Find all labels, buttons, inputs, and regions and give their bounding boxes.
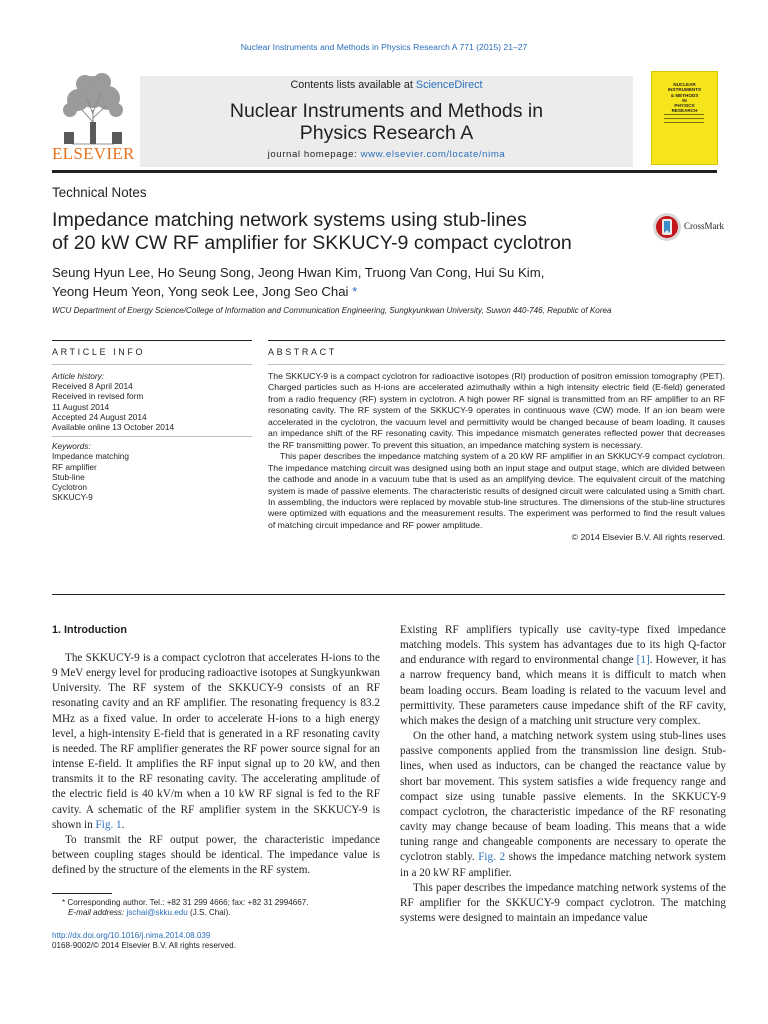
paragraph-text: On the other hand, a matching network system using stub-lines uses passive components applied from the transmission line design. Stub-lines, when used as inductors, can be changed the reactance value by short bar movement. This system satisfies a wide frequency range and compact size using tunable passive elements. In the SKKUCY-9 compact cyclotron, the characteristic impedance of the RF resonating cavity may change because of beam loading. This means that a wide tuning range and changeable components are necessary to operate the cyclotron stably.	[400, 730, 726, 864]
history-label: Article history:	[52, 371, 105, 381]
abstract-sub-rule	[268, 364, 725, 365]
body-paragraph	[400, 729, 726, 881]
paragraph-text: The SKKUCY-9 is a compact cyclotron that accelerates H-ions to the 9 MeV energy level for producing radioactive isotopes at Sungkyunkwan University. The RF system of the SKKUCY-9 consists of an RF resonating cavity and an RF amplifier. The resonating frequency is 83.2 MHz as a fixed value. In order to accelerate H-ions to a high energy level, a high-intensity E-field that is generated in a RF resonating cavity is needed. The RF amplifier generates the RF power source signal for an intense E-field. It amplifies the RF input signal up to 20 kW, and then transmits it to the RF resonating cavity. The accelerating amplitude of the electric field is 40 kV/m when a 10 kW RF signal is fed to the RF cavity. A schematic of the RF amplifier system in the SKKUCY-9 is shown in	[52, 652, 380, 831]
journal-homepage	[140, 149, 633, 160]
abstract-heading: ABSTRACT	[268, 347, 337, 357]
doi-link[interactable]: http://dx.doi.org/10.1016/j.nima.2014.08.039	[52, 931, 211, 940]
sciencedirect-link[interactable]: ScienceDirect	[415, 79, 483, 91]
abstract-paragraph-1: The SKKUCY-9 is a compact cyclotron for radioactive isotopes (RI) production of positron emission tomography (PET). Charged particles such as H-ions are accelerated azimuthally within a high intensity electric field (E-field) generated from a radio frequency (RF) system in cyclotron. A high power RF signal is transmitted from an RF amplifier to an RF resonating cavity. The RF system of the SKKUCY-9 operates in continuous wave (CW) mode. If an ion beam were accelerated in the cyclotron, the vacuum level and permittivity would be changed because of beam loading. It causes an impedance shift of the RF resonating cavity. This impedance mismatch generates reflected power that decreases the RF transmitting power. To prevent this situation, an impedance matching system is necessary.	[268, 371, 725, 450]
history-item: Available online 13 October 2014	[52, 422, 175, 433]
footnote-rule	[52, 893, 112, 894]
journal-name-line2: Physics Research A	[299, 122, 474, 144]
journal-cover[interactable]	[651, 71, 718, 165]
crossmark-label: CrossMark	[684, 221, 724, 231]
title-line1: Impedance matching network systems using stub-lines	[52, 209, 527, 231]
footnote-line	[62, 898, 392, 908]
homepage-prefix: journal homepage:	[267, 149, 361, 160]
crossmark-badge[interactable]	[652, 210, 724, 244]
keyword-item: RF amplifier	[52, 461, 97, 472]
journal-name-line1: Nuclear Instruments and Methods in	[229, 100, 544, 122]
doi-block	[52, 931, 382, 952]
elsevier-tree-icon	[52, 70, 134, 146]
abstract-body	[268, 371, 725, 544]
paragraph-text: Existing RF amplifiers typically use cavity-type fixed impedance matching models. This system has advantages due to its high Q-factor and endurance with regard to environmental change	[400, 624, 726, 667]
body-paragraph	[52, 651, 380, 833]
body-left-column	[52, 651, 380, 878]
history-item: Received in revised form	[52, 391, 144, 402]
info-separator	[52, 436, 252, 437]
history-item: 11 August 2014	[52, 401, 110, 412]
contents-prefix: Contents lists available at	[290, 79, 416, 91]
contents-line	[140, 79, 633, 91]
section-type: Technical Notes	[52, 185, 147, 200]
abstract-top-rule	[268, 340, 725, 341]
footnote	[62, 898, 392, 919]
body-paragraph: To transmit the RF output power, the characteristic impedance between coupling stages should be identical. The impedance value is defined by the structure of the elements in the RF system.	[52, 833, 380, 877]
keywords-label: Keywords:	[52, 441, 91, 452]
body-paragraph	[400, 623, 726, 729]
info-sub-rule	[52, 364, 252, 365]
section-heading-introduction: 1. Introduction	[52, 624, 127, 636]
issn-line: 0168-9002/© 2014 Elsevier B.V. All rights reserved.	[52, 941, 236, 951]
abstract-bottom-rule	[52, 594, 725, 595]
journal-citation[interactable]: Nuclear Instruments and Methods in Physics Research A 771 (2015) 21–27	[240, 42, 528, 52]
cover-decoration	[664, 114, 704, 126]
crossmark-icon	[652, 210, 682, 244]
history-item: Received 8 April 2014	[52, 381, 133, 392]
keyword-item: Impedance matching	[52, 451, 130, 462]
keyword-item: Cyclotron	[52, 482, 88, 493]
footnote-contact: Corresponding author. Tel.: +82 31 299 4666; fax: +82 31 2994667.	[65, 898, 309, 907]
corresponding-author-mark[interactable]: *	[348, 283, 358, 299]
fig1-reference-link[interactable]: Fig. 1	[95, 818, 122, 831]
authors-line2: Yeong Heum Yeon, Yong seok Lee, Jong Seo Chai	[52, 283, 349, 299]
email-suffix: (J.S. Chai).	[187, 908, 231, 918]
history-item: Accepted 24 August 2014	[52, 411, 147, 422]
paragraph-text: shows the impedance matching network system in a 20 kW RF amplifier.	[400, 851, 726, 879]
article-info-heading: ARTICLE INFO	[52, 347, 146, 357]
homepage-link[interactable]: www.elsevier.com/locate/nima	[360, 149, 506, 160]
fig2-reference-link[interactable]: Fig. 2	[478, 851, 506, 864]
body-right-column	[400, 623, 726, 926]
footnote-email-line	[62, 908, 392, 918]
ref1-citation-link[interactable]: [1]	[636, 654, 650, 667]
email-link[interactable]: jschai@skku.edu	[126, 908, 188, 918]
abstract-copyright: © 2014 Elsevier B.V. All rights reserved.	[571, 532, 725, 543]
journal-name	[140, 100, 633, 144]
article-title	[52, 209, 632, 255]
info-top-rule	[52, 340, 252, 341]
header-rule	[52, 170, 717, 173]
authors-line1: Seung Hyun Lee, Ho Seung Song, Jeong Hwan Kim, Truong Van Cong, Hui Su Kim,	[52, 265, 545, 280]
author-list	[52, 264, 712, 301]
elsevier-wordmark: ELSEVIER	[52, 144, 135, 163]
paragraph-text: .	[121, 818, 125, 831]
title-line2: of 20 kW CW RF amplifier for SKKUCY-9 compact cyclotron	[52, 232, 572, 254]
elsevier-logo	[52, 70, 134, 164]
article-info	[52, 371, 252, 502]
affiliation: WCU Department of Energy Science/College of Information and Communication Engineering, Sungkyunkwan University, Suwon 440-746, Republic of Korea	[52, 306, 612, 315]
paragraph-text: . However, it has a narrow frequency band, which means it is difficult to match when beam loading occurs. Beam loading is related to the vacuum level and permittivity. These parameters cause impedance shift of the RF cavity, which makes the design of a matching unit structure very complex.	[400, 654, 726, 727]
abstract-paragraph-2: This paper describes the impedance matching system of a 20 kW RF amplifier in an SKKUCY-9 compact cyclotron. The impedance matching circuit was designed using both an input stage and output stage, which are divided between the cathode and anode in a vacuum tube that is used as an amplifying device. The equivalent circuit of the matching system is made of passive elements. The characteristic results of designed circuit were calculated using a Smith chart. In assembling, the inductors were replaced by movable stub-line structures. The dimensions of the stub-line structures were optimized with equations and the measurement results. The experiment was performed to find the result values of matching circuit impedance and RF power amplitude.	[268, 451, 725, 530]
journal-banner	[140, 76, 633, 167]
body-paragraph: This paper describes the impedance matching network systems of the RF amplifier for the SKKUCY-9 compact cyclotron. The matching systems were designed to maintain an impedance value	[400, 881, 726, 924]
email-label: E-mail address:	[68, 908, 127, 918]
keyword-item: SKKUCY-9	[52, 492, 93, 503]
footnote-mark: *	[62, 898, 66, 907]
cover-title: NUCLEAR INSTRUMENTS & METHODS IN PHYSICS RESEARCH	[667, 82, 702, 114]
keyword-item: Stub-line	[52, 471, 85, 482]
authors-line2-wrap	[52, 283, 712, 302]
